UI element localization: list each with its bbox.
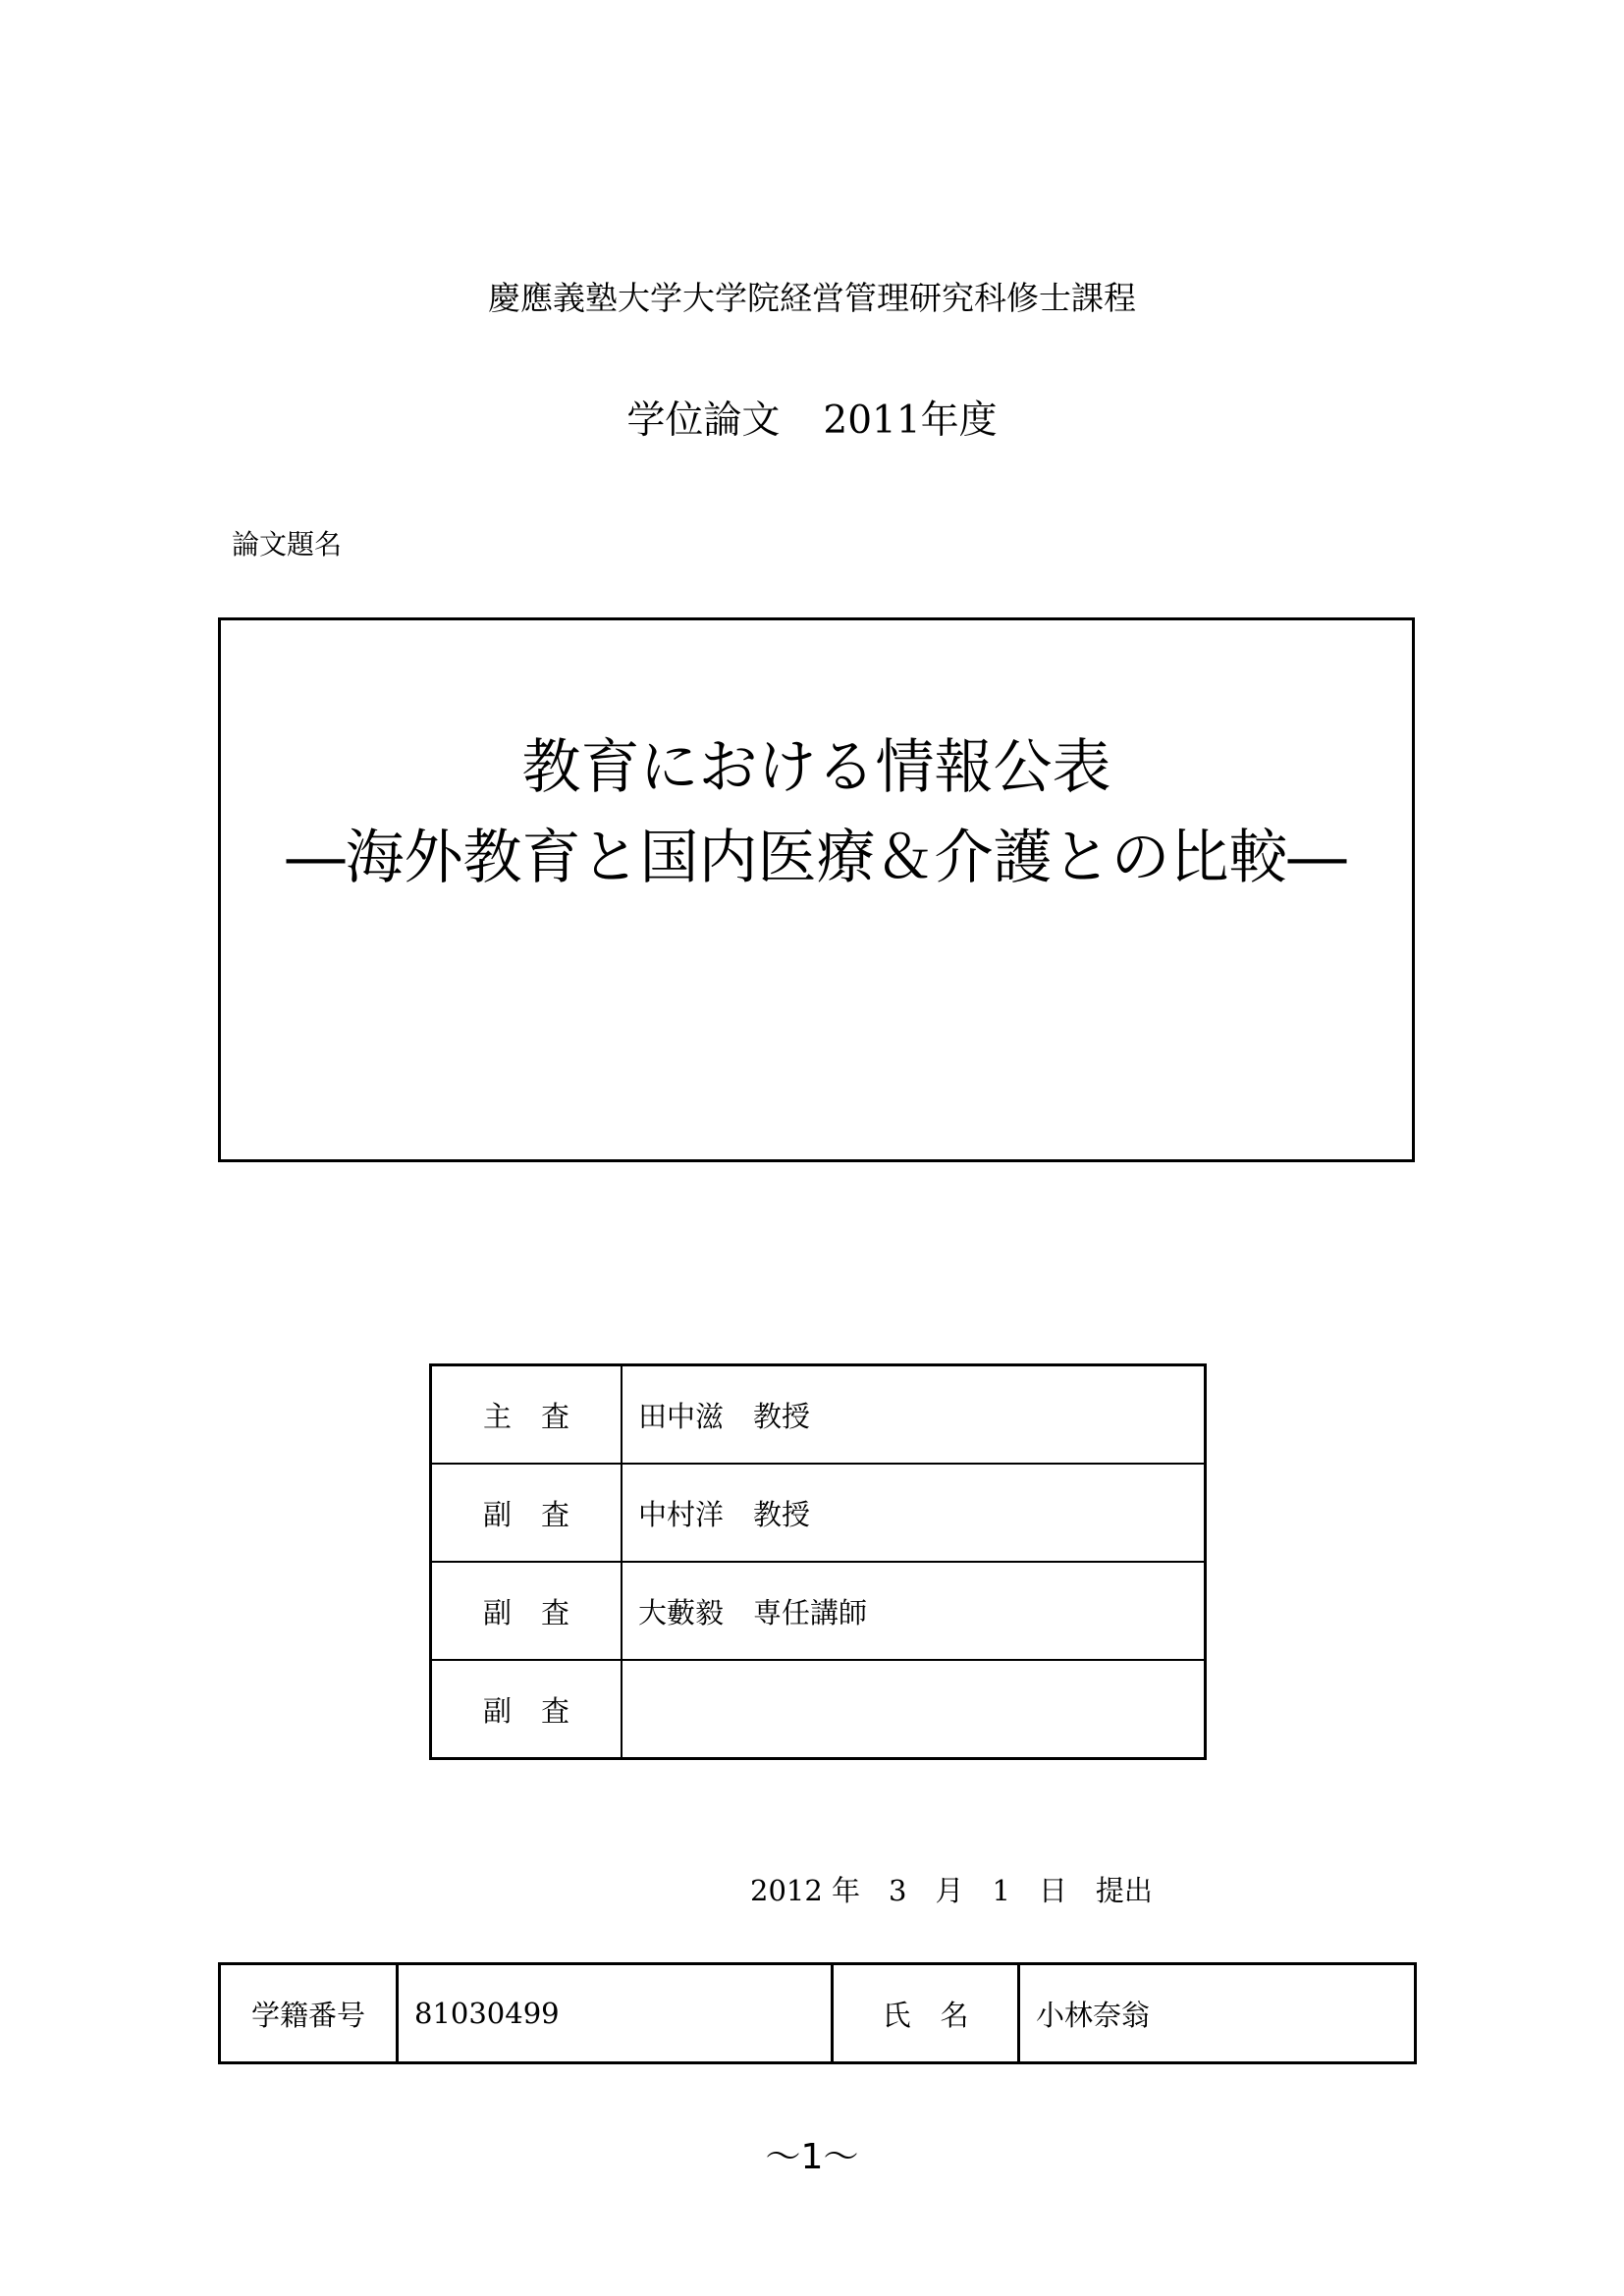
page-number: ～1～	[765, 2137, 859, 2177]
table-row	[431, 1365, 1206, 1465]
examiner-name: 大藪毅 専任講師	[622, 1562, 1206, 1660]
examiner-name	[622, 1660, 1206, 1759]
examiners-table	[429, 1363, 1207, 1760]
table-row	[431, 1464, 1206, 1562]
examiner-name: 中村洋 教授	[622, 1464, 1206, 1562]
university-program: 慶應義塾大学大学院経営管理研究科修士課程	[488, 279, 1136, 317]
submission-date: 2012 年 3 月 1 日 提出	[750, 1874, 1153, 1907]
degree-label: 学位論文	[626, 399, 781, 443]
thesis-title-subtitle: ―海外教育と国内医療＆介護との比較―	[286, 824, 1347, 892]
student-name-label: 氏 名	[833, 1964, 1019, 2063]
table-row	[220, 1964, 1416, 2063]
table-row	[431, 1562, 1206, 1660]
thesis-title-main: 教育における情報公表	[521, 733, 1111, 802]
student-info-table	[218, 1962, 1417, 2064]
table-row	[431, 1660, 1206, 1759]
thesis-title-label: 論文題名	[232, 528, 343, 561]
examiner-role: 主 査	[431, 1365, 623, 1465]
examiner-role: 副 査	[431, 1464, 623, 1562]
academic-year: 2011年度	[823, 399, 998, 443]
examiner-role: 副 査	[431, 1562, 623, 1660]
thesis-title-box	[218, 617, 1415, 1162]
examiner-name: 田中滋 教授	[622, 1365, 1206, 1465]
student-name-value: 小林奈翁	[1019, 1964, 1416, 2063]
examiner-role: 副 査	[431, 1660, 623, 1759]
degree-line	[0, 396, 1624, 447]
student-id-label: 学籍番号	[220, 1964, 398, 2063]
student-id-value: 81030499	[398, 1964, 833, 2063]
